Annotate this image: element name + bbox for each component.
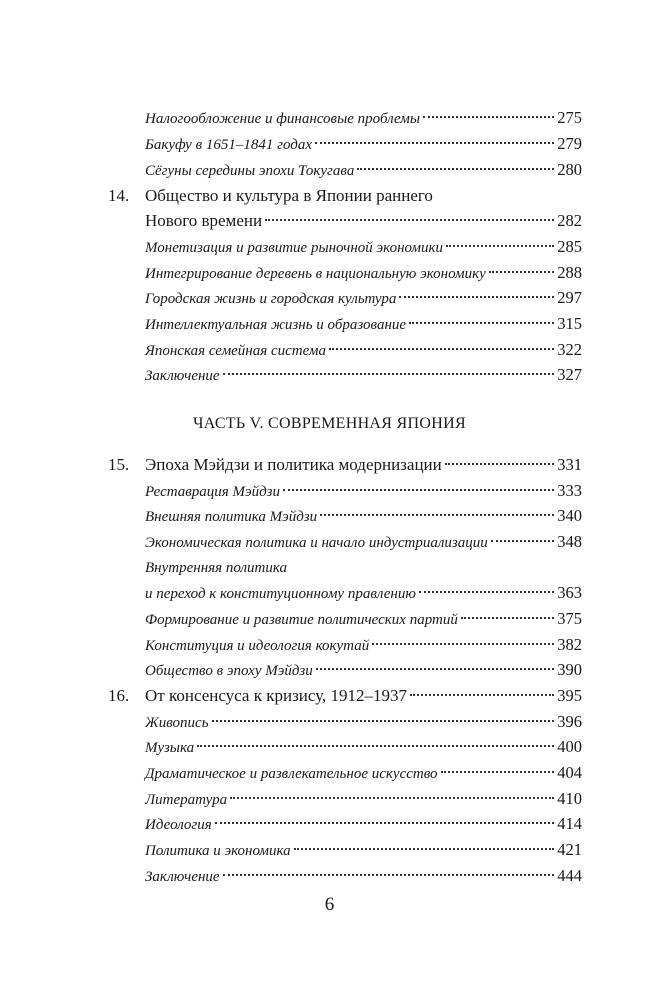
chapter-entry[interactable]	[145, 208, 582, 234]
entry-page-number: 375	[557, 609, 582, 628]
dot-leader	[445, 463, 555, 465]
dot-leader	[223, 874, 555, 876]
entry-page-number: 396	[557, 712, 582, 731]
toc-line	[0, 260, 659, 286]
entry-title: Интегрирование деревень в национальную экономику	[145, 266, 486, 282]
entry-page-number: 404	[557, 763, 582, 782]
dot-leader	[461, 617, 554, 619]
toc-line	[0, 606, 659, 632]
section-entry[interactable]	[145, 786, 582, 812]
section-entry[interactable]	[145, 760, 582, 786]
entry-title: Идеология	[145, 817, 212, 833]
chapter-entry[interactable]	[145, 452, 582, 478]
entry-title: Бакуфу в 1651–1841 годах	[145, 137, 312, 153]
toc-line	[0, 657, 659, 683]
entry-title: Налогообложение и финансовые проблемы	[145, 111, 421, 127]
dot-leader	[320, 514, 554, 516]
entry-page-number: 395	[557, 686, 582, 705]
dot-leader	[372, 643, 554, 645]
entry-page-number: 275	[557, 108, 582, 127]
chapter-number: 15.	[108, 455, 130, 474]
dot-leader	[329, 348, 554, 350]
dot-leader	[223, 373, 555, 375]
entry-page-number: 327	[557, 365, 582, 384]
section-entry[interactable]	[145, 478, 582, 504]
toc-line	[0, 811, 659, 837]
section-entry[interactable]	[145, 260, 582, 286]
entry-title: Внешняя политика Мэйдзи	[145, 509, 318, 525]
entry-title: Нового времени	[145, 211, 263, 230]
toc-line	[0, 632, 659, 658]
toc-line	[0, 786, 659, 812]
entry-title: Заключение	[145, 368, 220, 384]
page-number: 6	[324, 894, 335, 915]
dot-leader	[409, 322, 554, 324]
toc-line	[0, 131, 659, 157]
entry-page-number: 363	[557, 583, 582, 602]
dot-leader	[399, 296, 554, 298]
toc-line	[0, 837, 659, 863]
section-entry[interactable]	[145, 362, 582, 388]
entry-page-number: 285	[557, 237, 582, 256]
section-entry[interactable]	[145, 657, 582, 683]
toc-line	[0, 683, 659, 709]
dot-leader	[423, 116, 554, 118]
entry-title: Общество и культура в Японии раннего	[145, 186, 433, 205]
toc-line	[0, 555, 659, 581]
section-entry[interactable]	[145, 632, 582, 658]
entry-page-number: 322	[557, 340, 582, 359]
entry-page-number: 414	[557, 814, 582, 833]
section-entry[interactable]	[145, 234, 582, 260]
dot-leader	[212, 720, 555, 722]
section-entry[interactable]	[145, 503, 582, 529]
entry-page-number: 348	[557, 532, 582, 551]
section-entry[interactable]	[145, 734, 582, 760]
toc-line	[0, 580, 659, 606]
toc-line	[0, 529, 659, 555]
dot-leader	[357, 168, 554, 170]
entry-page-number: 315	[557, 314, 582, 333]
part-heading: ЧАСТЬ V. СОВРЕМЕННАЯ ЯПОНИЯ	[193, 415, 466, 432]
toc-line	[0, 208, 659, 234]
entry-page-number: 340	[557, 506, 582, 525]
dot-leader	[446, 245, 554, 247]
toc-line	[0, 183, 659, 209]
entry-title: Конституция и идеология кокутай	[145, 638, 370, 654]
toc-line	[0, 452, 659, 478]
toc-line	[0, 311, 659, 337]
dot-leader	[265, 219, 554, 221]
entry-title: Городская жизнь и городская культура	[145, 291, 397, 307]
dot-leader	[283, 489, 554, 491]
toc-line	[0, 362, 659, 388]
dot-leader	[294, 848, 555, 850]
entry-page-number: 333	[557, 481, 582, 500]
dot-leader	[491, 540, 555, 542]
entry-title: Музыка	[145, 740, 195, 756]
entry-title: Реставрация Мэйдзи	[145, 484, 281, 500]
dot-leader	[230, 797, 554, 799]
section-entry[interactable]	[145, 529, 582, 555]
entry-title: Политика и экономика	[145, 843, 291, 859]
dot-leader	[316, 668, 554, 670]
chapter-number: 16.	[108, 686, 130, 705]
entry-page-number: 297	[557, 288, 582, 307]
toc-line	[0, 478, 659, 504]
entry-title: Драматическое и развлекательное искусство	[145, 766, 438, 782]
entry-title: Живопись	[145, 715, 209, 731]
section-entry[interactable]	[145, 285, 582, 311]
toc-line	[0, 157, 659, 183]
toc-line	[0, 863, 659, 889]
entry-title: Монетизация и развитие рыночной экономики	[145, 240, 444, 256]
entry-title: Общество в эпоху Мэйдзи	[145, 663, 313, 679]
entry-page-number: 400	[557, 737, 582, 756]
section-entry[interactable]	[145, 837, 582, 863]
dot-leader	[215, 822, 555, 824]
section-entry[interactable]	[145, 709, 582, 735]
dot-leader	[197, 745, 554, 747]
section-entry[interactable]	[145, 811, 582, 837]
entry-page-number: 288	[557, 263, 582, 282]
entry-page-number: 410	[557, 789, 582, 808]
dot-leader	[441, 771, 555, 773]
toc-line	[0, 105, 659, 131]
entry-title: Экономическая политика и начало индустриализации	[145, 535, 488, 551]
entry-title: Сёгуны середины эпохи Токугава	[145, 163, 355, 179]
entry-title: Японская семейная система	[145, 343, 326, 359]
chapter-entry[interactable]	[145, 683, 582, 709]
toc-line	[0, 709, 659, 735]
entry-title: Эпоха Мэйдзи и политика модернизации	[145, 455, 442, 474]
entry-title: От консенсуса к кризису, 1912–1937	[145, 686, 408, 705]
entry-page-number: 280	[557, 160, 582, 179]
entry-page-number: 331	[557, 455, 582, 474]
entry-title: Формирование и развитие политических партий	[145, 612, 458, 628]
toc-line	[0, 285, 659, 311]
entry-title: Интеллектуальная жизнь и образование	[145, 317, 407, 333]
entry-page-number: 282	[557, 211, 582, 230]
entry-page-number: 390	[557, 660, 582, 679]
entry-page-number: 279	[557, 134, 582, 153]
entry-page-number: 444	[557, 866, 582, 885]
entry-page-number: 382	[557, 635, 582, 654]
section-entry[interactable]	[145, 311, 582, 337]
chapter-number: 14.	[108, 186, 130, 205]
toc-line	[0, 234, 659, 260]
section-entry[interactable]	[145, 580, 582, 606]
section-entry[interactable]	[145, 105, 582, 131]
entry-title: и переход к конституционному правлению	[145, 586, 416, 602]
dot-leader	[489, 271, 554, 273]
entry-title: Литература	[145, 792, 228, 808]
dot-leader	[315, 142, 554, 144]
dot-leader	[410, 694, 554, 696]
section-entry[interactable]	[145, 157, 582, 183]
entry-page-number: 421	[557, 840, 582, 859]
entry-title: Заключение	[145, 869, 220, 885]
section-entry[interactable]	[145, 337, 582, 363]
toc-line	[0, 734, 659, 760]
dot-leader	[419, 591, 554, 593]
section-entry[interactable]	[145, 606, 582, 632]
section-entry[interactable]	[145, 131, 582, 157]
section-entry[interactable]	[145, 863, 582, 889]
toc-line	[0, 760, 659, 786]
entry-title: Внутренняя политика	[145, 560, 287, 576]
toc-line	[0, 337, 659, 363]
toc-line	[0, 503, 659, 529]
